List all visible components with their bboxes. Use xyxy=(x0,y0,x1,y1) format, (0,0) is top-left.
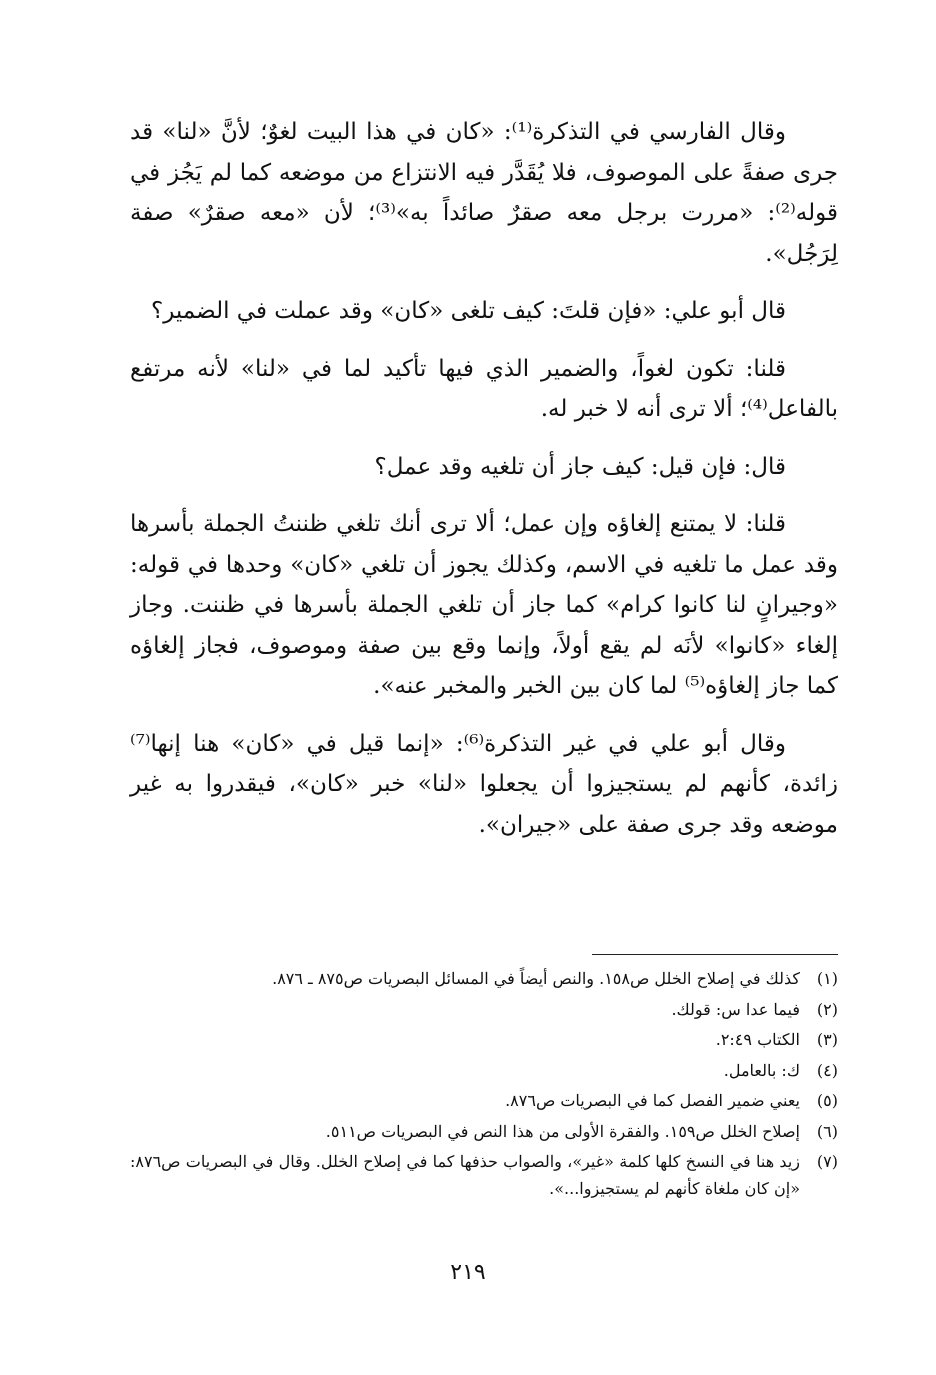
footnote-text: إصلاح الخلل ص١٥٩. والفقرة الأولى من هذا النص في البصريات ص٥١١. xyxy=(325,1121,800,1141)
paragraph-4: قال: فإن قيل: كيف جاز أن تلغيه وقد عمل؟ xyxy=(374,453,786,480)
paragraph-5: قلنا: لا يمتنع إلغاؤه وإن عمل؛ ألا ترى أنك تلغي ظننتُ الجملة بأسرها وقد عمل ما تلغيه في الاسم، وكذلك يجوز أن تلغي «كان» وحدها في قوله: «وجيرانٍ لنا كانوا كرام» كما جاز أن تلغي الجملة بأسرها في ظننت. وجاز إلغاء «كانوا» لأنَه لم يقع أولاً، وإنما وقع بين صفة وموصوف، فجاز إلغاؤه كما جاز إلغاؤه⁽⁵⁾ لما كان بين الخبر والمخبر عنه». xyxy=(130,511,838,699)
footnote-text: فيما عدا س: قولك. xyxy=(671,999,800,1019)
page-number: ٢١٩ xyxy=(450,1260,486,1285)
footnote-number: (١) xyxy=(816,969,838,988)
footnote-item xyxy=(130,966,838,993)
footnote-item xyxy=(130,1119,838,1146)
footnote-number: (٣) xyxy=(816,1030,838,1049)
footnote-item xyxy=(130,997,838,1024)
paragraph-6: وقال أبو علي في غير التذكرة⁽⁶⁾: «إنما قيل في «كان» هنا إنها⁽⁷⁾ زائدة، كأنهم لم يستجيزوا أن يجعلوا «لنا» خبر «كان»، فيقدروا به غير موضعه وقد جرى صفة على «جيران». xyxy=(130,730,838,838)
footnote-number: (٧) xyxy=(816,1152,838,1171)
footnote-item xyxy=(130,1088,838,1115)
paragraph-2: قال أبو علي: «فإن قلتَ: كيف تلغى «كان» وقد عملت في الضمير؟ xyxy=(151,298,786,324)
footnote-number: (٤) xyxy=(816,1060,838,1080)
footnote-text: كذلك في إصلاح الخلل ص١٥٨. والنص أيضاً في المسائل البصريات ص٨٧٥ ـ ٨٧٦. xyxy=(272,969,800,988)
paragraph-1: وقال الفارسي في التذكرة⁽¹⁾: «كان في هذا البيت لغوٌ؛ لأنَّ «لنا» قد جرى صفةً على الموصوف، فلا يُقَدَّر فيه الانتزاع من موضعه كما لم يَجُز في قوله⁽²⁾: «مررت برجل معه صقرٌ صائداً به»⁽³⁾؛ لأن «معه صقرٌ» صفة لِرَجُل». xyxy=(130,119,838,267)
footnotes xyxy=(130,966,838,1206)
footnote-number: (٥) xyxy=(816,1091,838,1110)
footnote-item xyxy=(130,1149,838,1202)
footnote-text: ك: بالعامل. xyxy=(723,1060,800,1080)
footnote-text: يعني ضمير الفصل كما في البصريات ص٨٧٦. xyxy=(505,1091,800,1110)
footnote-item xyxy=(130,1027,838,1054)
footnote-number: (٢) xyxy=(816,999,838,1019)
footnote-item xyxy=(130,1058,838,1085)
footnote-text: الكتاب ٢:٤٩. xyxy=(715,1030,800,1049)
footnote-divider xyxy=(592,954,838,955)
main-text xyxy=(130,112,838,845)
paragraph-3: قلنا: تكون لغواً، والضمير الذي فيها تأكيد لما في «لنا» لأنه مرتفع بالفاعل⁽⁴⁾؛ ألا ترى أنه لا خبر له. xyxy=(130,355,838,422)
footnote-number: (٦) xyxy=(816,1121,838,1141)
footnote-text: زيد هنا في النسخ كلها كلمة «غير»، والصواب حذفها كما في إصلاح الخلل. وقال في البصريات ص٨٧٦: «إن كان ملغاة كأنهم لم يستجيزوا...». xyxy=(130,1152,800,1198)
